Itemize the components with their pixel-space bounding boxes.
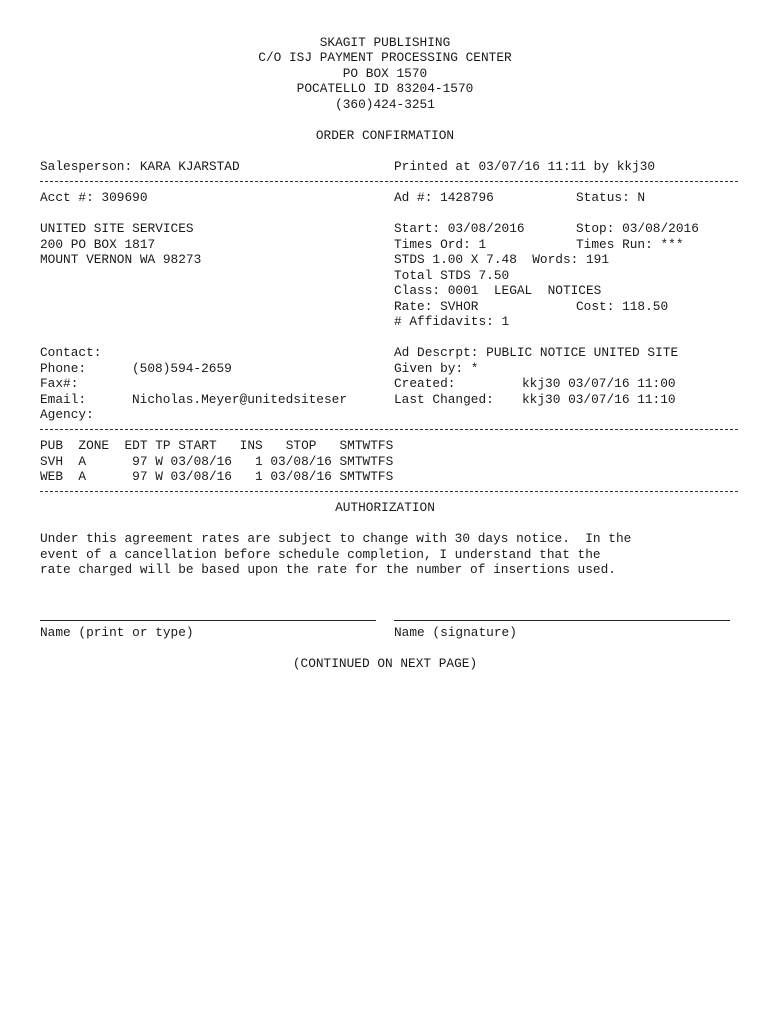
schedule-row: WEB A 97 W 03/08/16 1 03/08/16 SMTWTFS [40,469,394,484]
start-date: Start: 03/08/2016 [394,221,525,236]
publisher-phone: (360)424-3251 [335,97,435,112]
customer-name: UNITED SITE SERVICES [40,221,194,236]
times-ordered: Times Ord: 1 [394,237,487,252]
agency-label: Agency: [40,407,94,422]
last-changed-value: kkj30 03/07/16 11:10 [522,392,676,407]
divider [40,181,738,182]
print-name-line [40,620,376,621]
customer-address-2: MOUNT VERNON WA 98273 [40,252,202,267]
created-label: Created: [394,376,456,391]
printed-info: Printed at 03/07/16 11:11 by kkj30 [394,159,656,174]
stds-words: STDS 1.00 X 7.48 Words: 191 [394,252,610,267]
signature-line [394,620,730,621]
status: Status: N [576,190,646,205]
rate: Rate: SVHOR [394,299,479,314]
phone-value: (508)594-2659 [132,361,232,376]
divider [40,491,738,492]
affidavits: # Affidavits: 1 [394,314,510,329]
last-changed-label: Last Changed: [394,392,494,407]
authorization-text: Under this agreement rates are subject to change with 30 days notice. In the [40,531,632,546]
authorization-title: AUTHORIZATION [335,500,435,515]
fax-label: Fax#: [40,376,79,391]
total-stds: Total STDS 7.50 [394,268,510,283]
salesperson: Salesperson: KARA KJARSTAD [40,159,240,174]
contact-label: Contact: [40,345,102,360]
divider [40,429,738,430]
email-value: Nicholas.Meyer@unitedsiteser [132,392,348,407]
ad-description: Ad Descrpt: PUBLIC NOTICE UNITED SITE [394,345,679,360]
print-name-label: Name (print or type) [40,625,194,640]
stop-date: Stop: 03/08/2016 [576,221,699,236]
created-value: kkj30 03/07/16 11:00 [522,376,676,391]
schedule-header: PUB ZONE EDT TP START INS STOP SMTWTFS [40,438,394,453]
publisher-name: SKAGIT PUBLISHING [319,35,451,50]
phone-label: Phone: [40,361,87,376]
authorization-text: event of a cancellation before schedule completion, I understand that the [40,547,601,562]
signature-label: Name (signature) [394,625,517,640]
given-by: Given by: * [394,361,479,376]
authorization-text: rate charged will be based upon the rate for the number of insertions used. [40,562,616,577]
ad-number: Ad #: 1428796 [394,190,494,205]
cost: Cost: 118.50 [576,299,669,314]
continued-notice: (CONTINUED ON NEXT PAGE) [292,656,478,671]
customer-address-1: 200 PO BOX 1817 [40,237,156,252]
schedule-row: SVH A 97 W 03/08/16 1 03/08/16 SMTWTFS [40,454,394,469]
email-label: Email: [40,392,87,407]
publisher-city: POCATELLO ID 83204-1570 [296,81,474,96]
account-number: Acct #: 309690 [40,190,148,205]
publisher-po-box: PO BOX 1570 [342,66,428,81]
publisher-care-of: C/O ISJ PAYMENT PROCESSING CENTER [258,50,512,65]
ad-class: Class: 0001 LEGAL NOTICES [394,283,602,298]
times-run: Times Run: *** [576,237,684,252]
document-title: ORDER CONFIRMATION [315,128,455,143]
